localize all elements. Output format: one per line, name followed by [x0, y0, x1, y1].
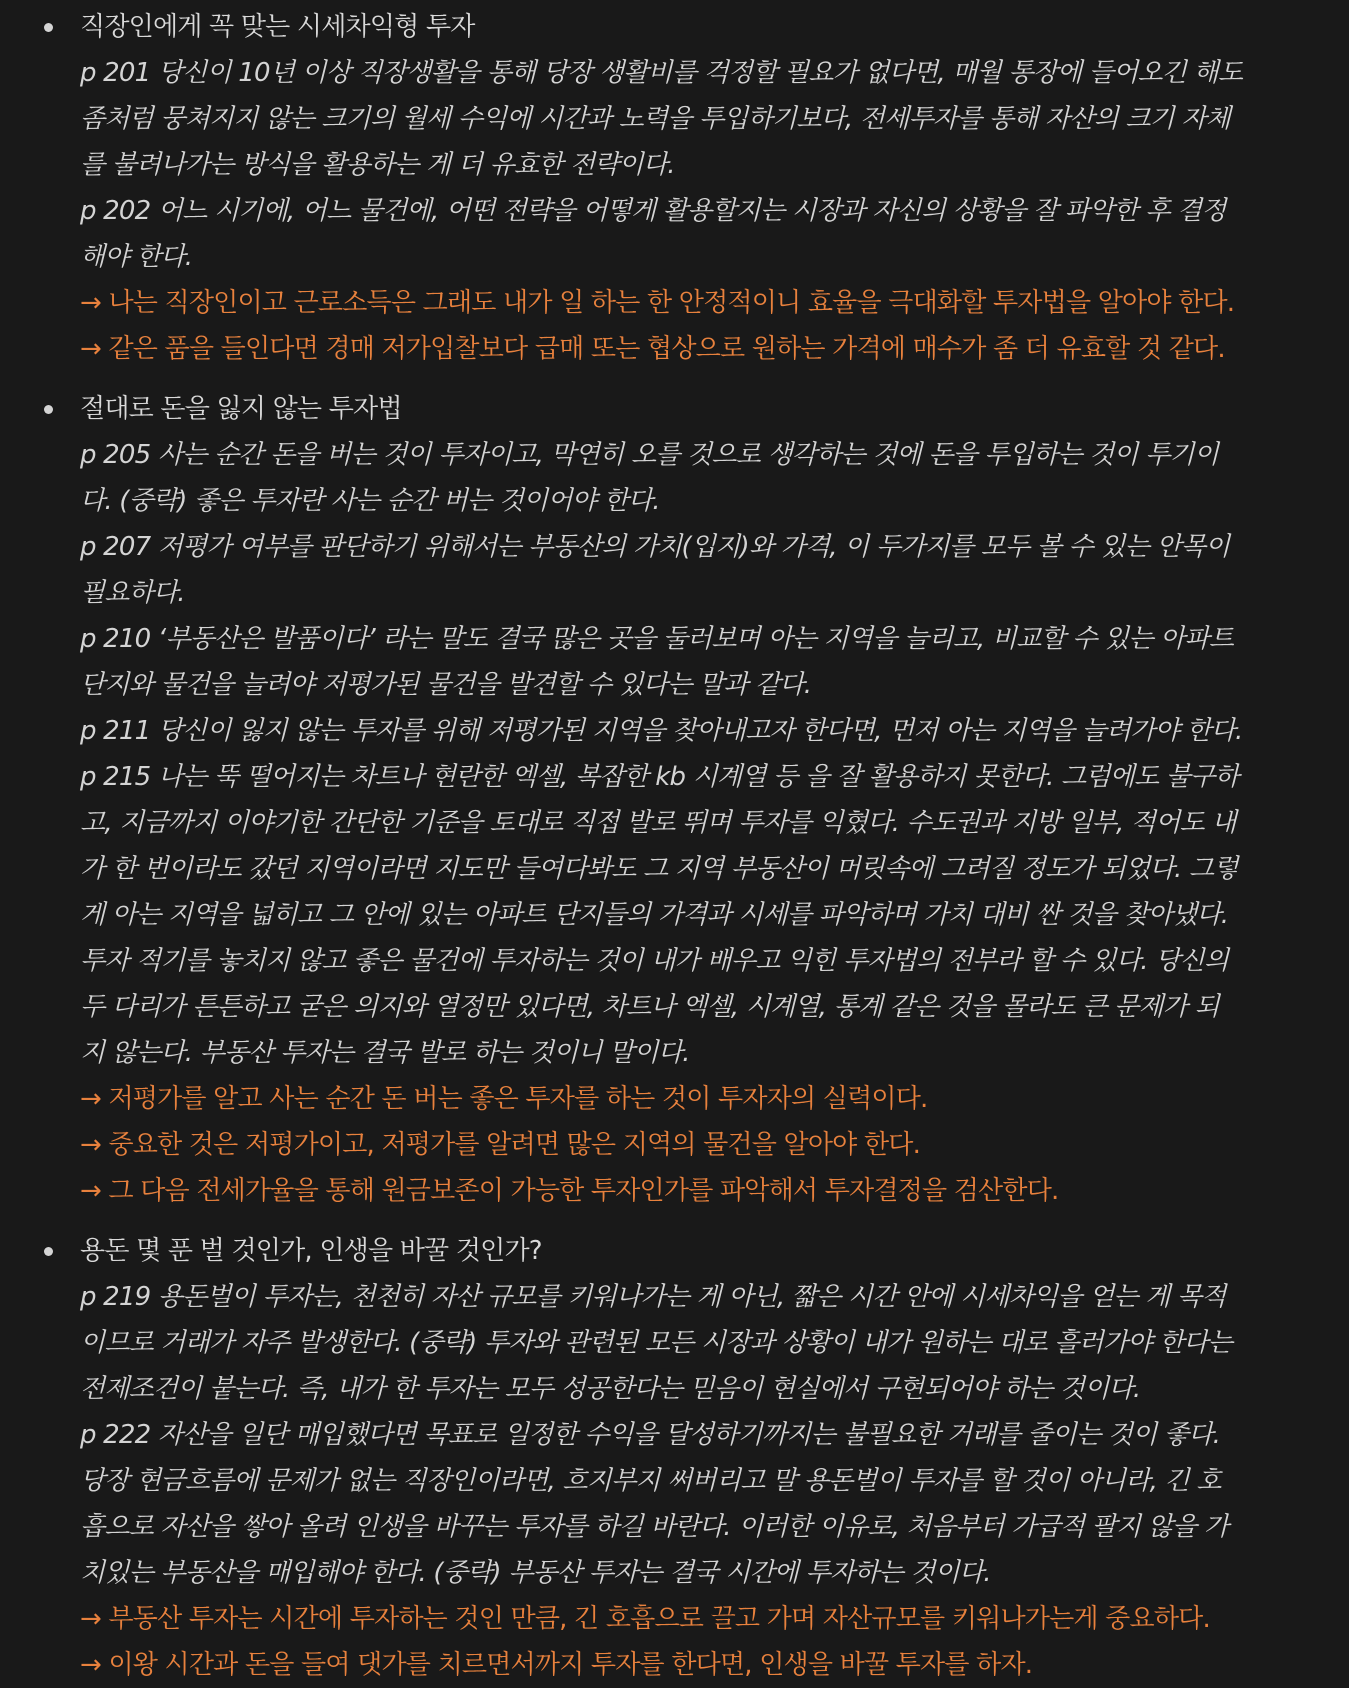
quote-line: 고, 지금까지 이야기한 간단한 기준을 토대로 직접 발로 뛰며 투자를 익혔다. 수도권과 지방 일부, 적어도 내: [80, 808, 1236, 838]
quote-line: p 207 저평가 여부를 판단하기 위해서는 부동산의 가치(입지)와 가격, 이 두가지를 모두 볼 수 있는 안목이: [80, 532, 1230, 562]
quote-line: 당장 현금흐름에 문제가 없는 직장인이라면, 흐지부지 써버리고 말 용돈벌이 투자를 할 것이 아니라, 긴 호: [80, 1466, 1221, 1496]
quote-line: 를 불려나가는 방식을 활용하는 게 더 유효한 전략이다.: [80, 150, 675, 180]
note-line[interactable]: → 저평가를 알고 사는 순간 돈 버는 좋은 투자를 하는 것이 투자자의 실력이다.: [80, 1084, 928, 1114]
quote-line: 두 다리가 튼튼하고 굳은 의지와 열정만 있다면, 차트나 엑셀, 시계열, 통계 같은 것을 몰라도 큰 문제가 되: [80, 992, 1219, 1022]
section-heading[interactable]: 용돈 몇 푼 벌 것인가, 인생을 바꿀 것인가?: [80, 1236, 542, 1266]
bullet-section: [0, 386, 1349, 1214]
quote-line: 게 아는 지역을 넓히고 그 안에 있는 아파트 단지들의 가격과 시세를 파악하며 가치 대비 싼 것을 찾아냈다.: [80, 900, 1229, 930]
quote-line: 전제조건이 붙는다. 즉, 내가 한 투자는 모두 성공한다는 믿음이 현실에서 구현되어야 하는 것이다.: [80, 1374, 1141, 1404]
quote-block[interactable]: [80, 50, 1339, 280]
bullet-dot-icon: [44, 23, 53, 32]
quote-line: 좀처럼 뭉쳐지지 않는 크기의 월세 수익에 시간과 노력을 투입하기보다, 전세투자를 통해 자산의 크기 자체: [80, 104, 1231, 134]
note-line[interactable]: → 부동산 투자는 시간에 투자하는 것인 만큼, 긴 호흡으로 끌고 가며 자산규모를 키워나가는게 중요하다.: [80, 1604, 1210, 1634]
note-line[interactable]: → 나는 직장인이고 근로소득은 그래도 내가 일 하는 한 안정적이니 효율을 극대화할 투자법을 알아야 한다.: [80, 288, 1235, 318]
quote-line: p 222 자산을 일단 매입했다면 목표로 일정한 수익을 달성하기까지는 불필요한 거래를 줄이는 것이 좋다.: [80, 1420, 1221, 1450]
quote-line: 해야 한다.: [80, 242, 193, 272]
quote-line: 필요하다.: [80, 578, 185, 608]
quote-line: 치있는 부동산을 매입해야 한다. (중략) 부동산 투자는 결국 시간에 투자하는 것이다.: [80, 1558, 991, 1588]
quote-line: 가 한 번이라도 갔던 지역이라면 지도만 들여다봐도 그 지역 부동산이 머릿속에 그려질 정도가 되었다. 그렇: [80, 854, 1238, 884]
quote-line: p 211 당신이 잃지 않는 투자를 위해 저평가된 지역을 찾아내고자 한다면, 먼저 아는 지역을 늘려가야 한다.: [80, 716, 1243, 746]
quote-line: p 219 용돈벌이 투자는, 천천히 자산 규모를 키워나가는 게 아닌, 짧은 시간 안에 시세차익을 얻는 게 목적: [80, 1282, 1226, 1312]
quote-line: 다. (중략) 좋은 투자란 사는 순간 버는 것이어야 한다.: [80, 486, 660, 516]
quote-line: p 202 어느 시기에, 어느 물건에, 어떤 전략을 어떻게 활용할지는 시장과 자신의 상황을 잘 파악한 후 결정: [80, 196, 1226, 226]
bullet-section: [0, 1228, 1349, 1688]
quote-line: 흡으로 자산을 쌓아 올려 인생을 바꾸는 투자를 하길 바란다. 이러한 이유로, 처음부터 가급적 팔지 않을 가: [80, 1512, 1229, 1542]
quote-line: p 201 당신이 10년 이상 직장생활을 통해 당장 생활비를 걱정할 필요가 없다면, 매월 통장에 들어오긴 해도: [80, 58, 1243, 88]
quote-line: p 210 ‘부동산은 발품이다’ 라는 말도 결국 많은 곳을 둘러보며 아는 지역을 늘리고, 비교할 수 있는 아파트: [80, 624, 1234, 654]
quote-line: 이므로 거래가 자주 발생한다. (중략) 투자와 관련된 모든 시장과 상황이 내가 원하는 대로 흘러가야 한다는: [80, 1328, 1232, 1358]
quote-line: p 215 나는 뚝 떨어지는 차트나 현란한 엑셀, 복잡한 kb 시계열 등 을 잘 활용하지 못한다. 그럼에도 불구하: [80, 762, 1239, 792]
quote-block[interactable]: [80, 432, 1339, 1076]
quote-line: 지 않는다. 부동산 투자는 결국 발로 하는 것이니 말이다.: [80, 1038, 690, 1068]
note-line[interactable]: → 중요한 것은 저평가이고, 저평가를 알려면 많은 지역의 물건을 알아야 한다.: [80, 1130, 921, 1160]
bullet-dot-icon: [44, 1247, 53, 1256]
quote-line: p 205 사는 순간 돈을 버는 것이 투자이고, 막연히 오를 것으로 생각하는 것에 돈을 투입하는 것이 투기이: [80, 440, 1219, 470]
bullet-dot-icon: [44, 405, 53, 414]
section-heading[interactable]: 직장인에게 꼭 맞는 시세차익형 투자: [80, 12, 475, 42]
note-line[interactable]: → 그 다음 전세가율을 통해 원금보존이 가능한 투자인가를 파악해서 투자결정을 검산한다.: [80, 1176, 1059, 1206]
quote-line: 투자 적기를 놓치지 않고 좋은 물건에 투자하는 것이 내가 배우고 익힌 투자법의 전부라 할 수 있다. 당신의: [80, 946, 1229, 976]
quote-block[interactable]: [80, 1274, 1339, 1596]
bullet-section: [0, 4, 1349, 372]
note-line[interactable]: → 이왕 시간과 돈을 들여 댓가를 치르면서까지 투자를 한다면, 인생을 바꿀 투자를 하자.: [80, 1650, 1033, 1680]
quote-line: 단지와 물건을 늘려야 저평가된 물건을 발견할 수 있다는 말과 같다.: [80, 670, 812, 700]
note-line[interactable]: → 같은 품을 들인다면 경매 저가입찰보다 급매 또는 협상으로 원하는 가격에 매수가 좀 더 유효할 것 같다.: [80, 334, 1225, 364]
section-heading[interactable]: 절대로 돈을 잃지 않는 투자법: [80, 394, 402, 424]
